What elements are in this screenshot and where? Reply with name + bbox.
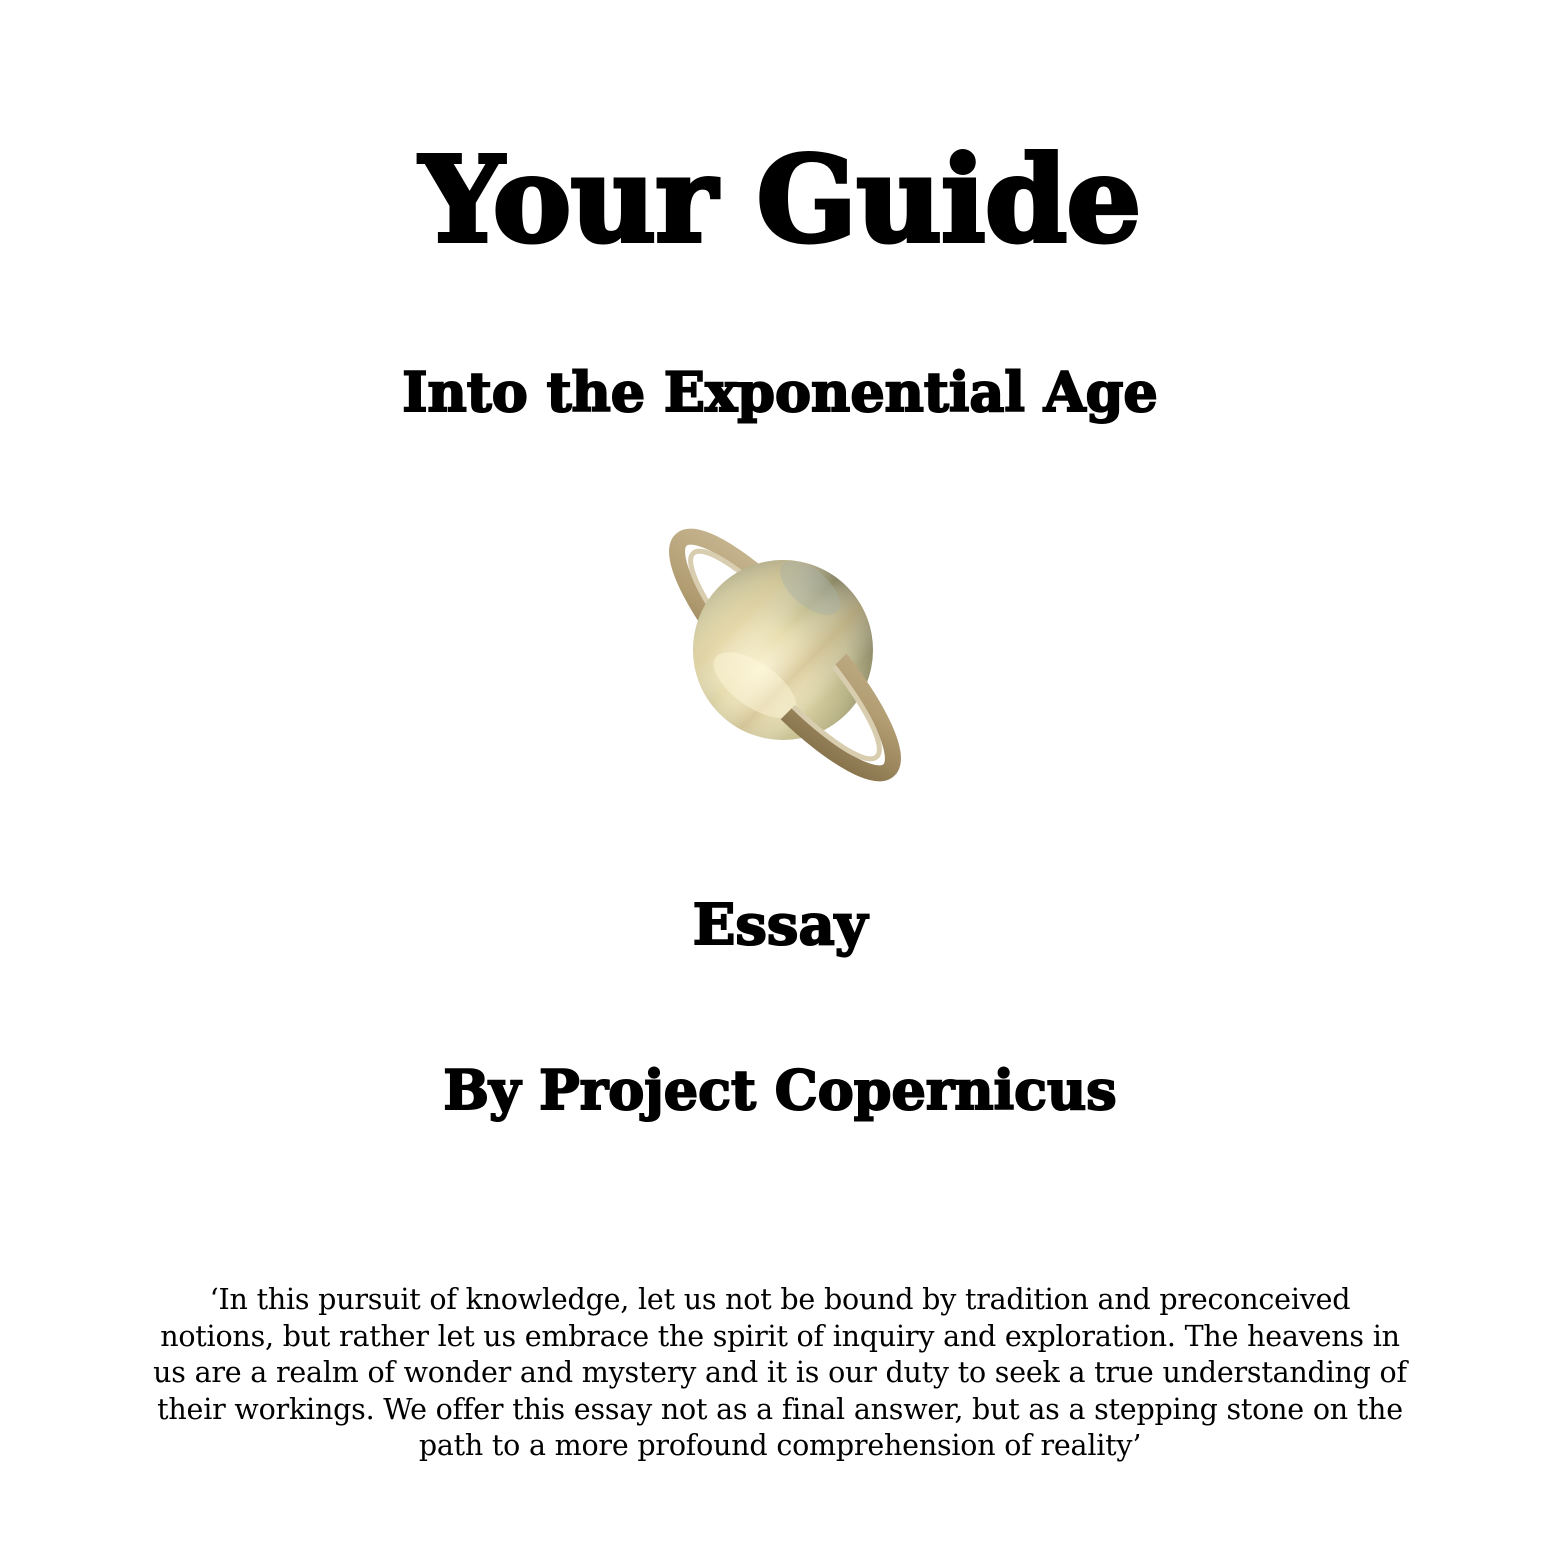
epigraph-quote: ‘In this pursuit of knowledge, let us not be bound by tradition and preconceived notions, but rather let us embrace the spirit of inquiry and exploration. The heavens in us are a realm of wonder and mystery and it is our duty to seek a true understanding of their workings. We offer this essay not as a final answer, but as a stepping stone on the path to a more profound comprehension of reality’ <box>153 1283 1407 1462</box>
author-byline: By Project Copernicus <box>443 1058 1117 1122</box>
document-title: Your Guide <box>419 130 1141 269</box>
document-type-label: Essay <box>692 892 868 958</box>
ringed-planet-icon <box>640 510 930 800</box>
document-subtitle: Into the Exponential Age <box>402 360 1158 424</box>
